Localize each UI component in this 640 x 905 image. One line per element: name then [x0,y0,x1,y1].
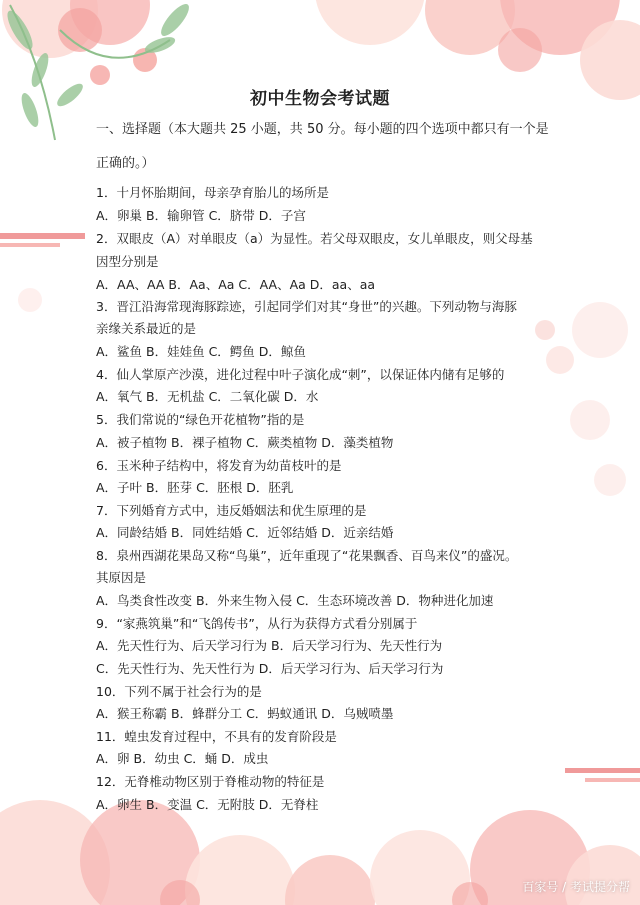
question-line: A．AA、AA B．Aa、Aa C．AA、Aa D．aa、aa [96,277,376,292]
question-line: C．先天性行为、先天性行为 D．后天学习行为、后天学习行为 [96,661,444,676]
question-line: 1．十月怀胎期间，母亲孕育胎儿的场所是 [96,185,329,200]
question-line: 5．我们常说的“绿色开花植物”指的是 [96,412,305,427]
question-line: A．卵 B．幼虫 C．蛹 D．成虫 [96,751,269,766]
question-line: 12．无脊椎动物区别于脊椎动物的特征是 [96,774,325,789]
question-line: A．先天性行为、后天学习行为 B．后天学习行为、先天性行为 [96,638,443,653]
question-line: A．子叶 B．胚芽 C．胚根 D．胚乳 [96,480,294,495]
question-line: 10．下列不属于社会行为的是 [96,684,262,699]
section-intro-continued: 正确的。） [96,156,155,171]
question-line: 11．蝗虫发育过程中，不具有的发育阶段是 [96,729,337,744]
question-line: 6．玉米种子结构中，将发育为幼苗枝叶的是 [96,458,342,473]
question-line: 其原因是 [96,570,147,585]
question-line: A．氧气 B．无机盐 C．二氧化碳 D．水 [96,389,319,404]
question-line: A．鸟类食性改变 B．外来生物入侵 C．生态环境改善 D．物种进化加速 [96,593,494,608]
question-line: A．卵生 B．变温 C．无附肢 D．无脊柱 [96,797,319,812]
question-line: 4．仙人掌原产沙漠，进化过程中叶子演化成“刺”，以保证体内储有足够的 [96,367,505,382]
section-intro: 一、选择题（本大题共 25 小题，共 50 分。每小题的四个选项中都只有一个是 [96,122,549,137]
question-line: A．卵巢 B．输卵管 C．脐带 D．子宫 [96,208,306,223]
question-line: 2．双眼皮（A）对单眼皮（a）为显性。若父母双眼皮，女儿单眼皮，则父母基 [96,231,533,246]
question-line: 9．“家燕筑巢”和“飞鸽传书”，从行为获得方式看分别属于 [96,616,418,631]
question-line: A．被子植物 B．裸子植物 C．蕨类植物 D．藻类植物 [96,435,394,450]
question-line: A．猴王称霸 B．蜂群分工 C．蚂蚁通讯 D．乌贼喷墨 [96,706,394,721]
question-line: 7．下列婚育方式中，违反婚姻法和优生原理的是 [96,503,367,518]
question-line: 亲缘关系最近的是 [96,321,197,336]
question-line: 3．晋江沿海常现海豚踪迹，引起同学们对其“身世”的兴趣。下列动物与海豚 [96,299,517,314]
question-line: 因型分别是 [96,254,159,269]
question-line: 8．泉州西湖花果岛又称“鸟巢”，近年重现了“花果飘香、百鸟来仪”的盛况。 [96,548,518,563]
question-line: A．鲨鱼 B．娃娃鱼 C．鳄鱼 D．鲸鱼 [96,344,306,359]
question-line: A．同龄结婚 B．同姓结婚 C．近邻结婚 D．近亲结婚 [96,525,394,540]
page-title: 初中生物会考试题 [250,89,390,109]
watermark: 百家号 / 考试提分帮 [522,880,630,894]
